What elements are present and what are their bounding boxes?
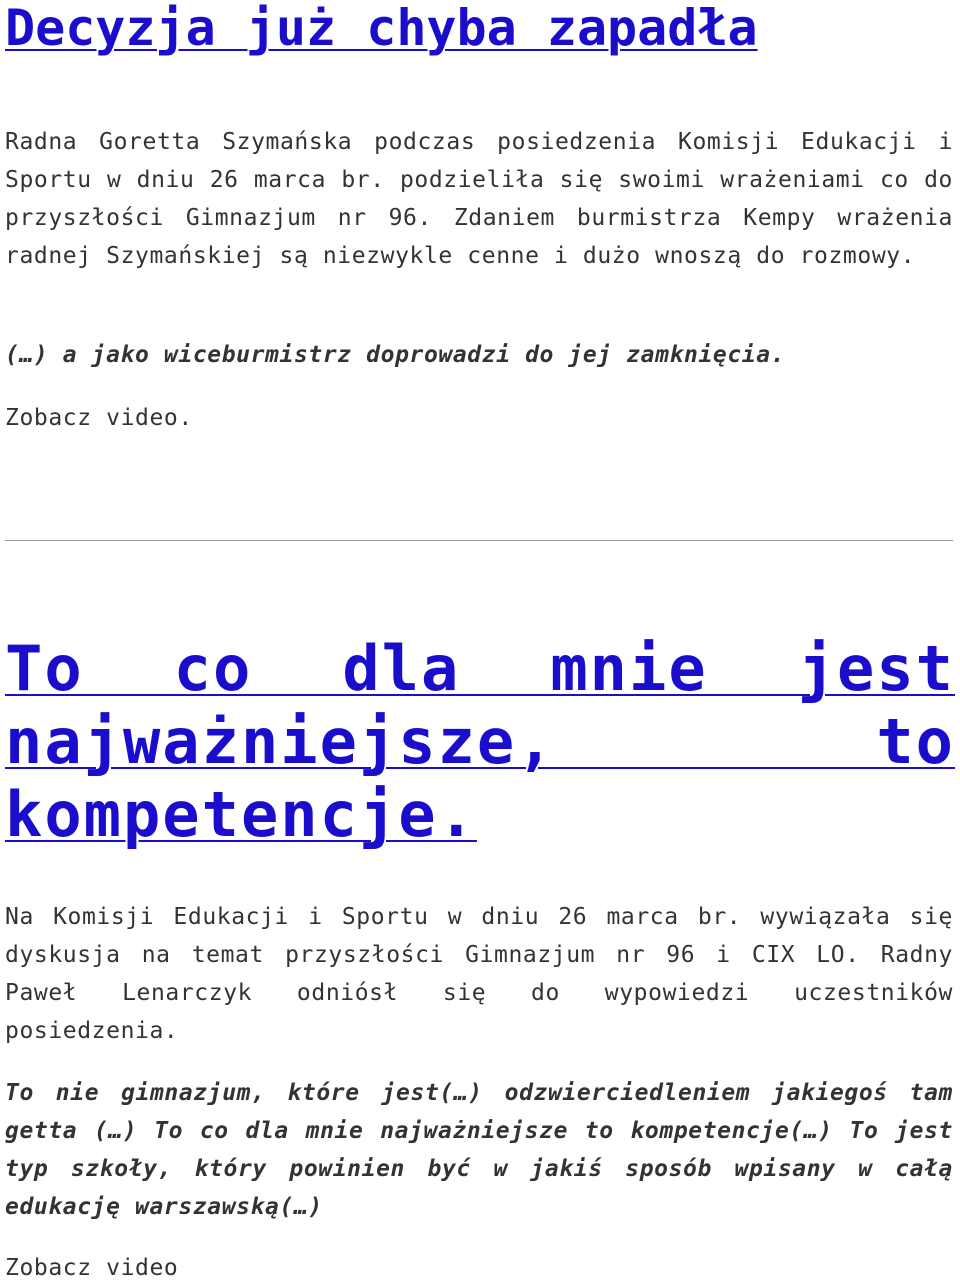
post-quote: (…) a jako wiceburmistrz doprowadzi do jej zamknięcia. [5,342,786,368]
post-title-link[interactable]: Decyzja już chyba zapadła [5,0,758,57]
post-title [5,632,955,851]
post-divider [5,540,953,541]
post-quote: To nie gimnazjum, które jest(…) odzwierciedleniem jakiegoś tam getta (…) To co dla mnie najważniejsze to kompetencje(…) To jest typ szkoły, który powinien być w jakiś sposób wpisany w całą edukację warszawską(…) [5,1080,953,1220]
post-excerpt: Na Komisji Edukacji i Sportu w dniu 26 marca br. wywiązała się dyskusja na temat przyszłości Gimnazjum nr 96 i CIX LO. Radny Paweł Lenarczyk odniósł się do wypowiedzi uczestników posiedzenia. [5,904,953,1044]
video-link[interactable]: Zobacz video [5,1255,179,1281]
post-title-link[interactable]: To co dla mnie jest najważniejsze, to kompetencje. [5,632,955,851]
post-title [5,0,758,57]
post-excerpt: Radna Goretta Szymańska podczas posiedzenia Komisji Edukacji i Sportu w dniu 26 marca br. podzieliła się swoimi wrażeniami co do przyszłości Gimnazjum nr 96. Zdaniem burmistrza Kempy wrażenia radnej Szymańskiej są niezwykle cenne i dużo wnoszą do rozmowy. [5,129,953,269]
video-link[interactable]: Zobacz video. [5,405,193,431]
